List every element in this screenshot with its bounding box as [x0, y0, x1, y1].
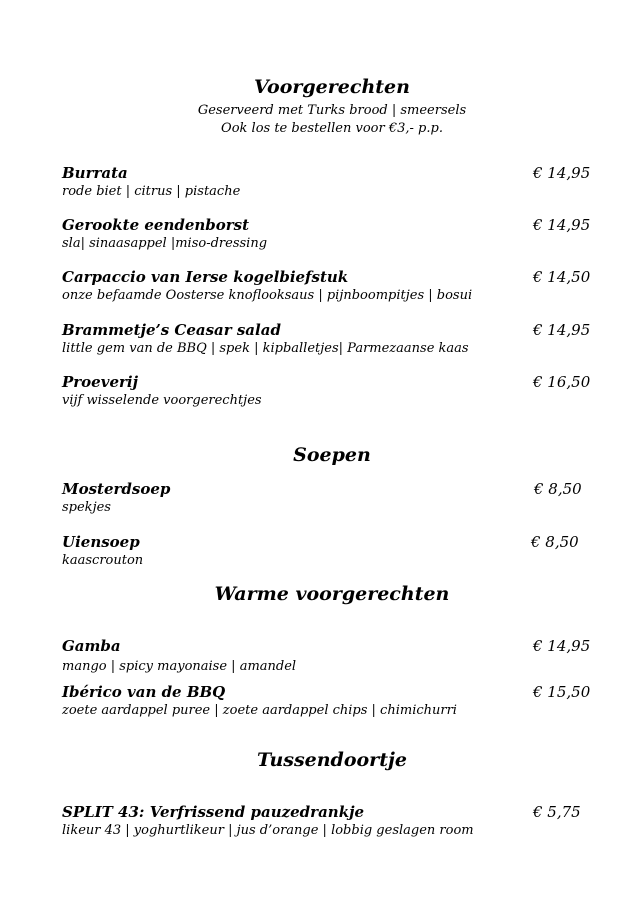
- item-description: sla| sinaasappel |miso-dressing: [62, 236, 268, 251]
- item-description: likeur 43 | yoghurtlikeur | jus d’orange | lobbig geslagen room: [62, 823, 474, 838]
- item-description: mango | spicy mayonaise | amandel: [62, 659, 297, 674]
- menu-item-iberico: [62, 683, 602, 719]
- menu-item-uiensoep: [62, 533, 602, 569]
- item-name: Uiensoep: [62, 533, 140, 551]
- item-price: € 8,50: [531, 533, 579, 551]
- menu-item-ceasar-salad: [62, 321, 602, 357]
- menu-item-carpaccio: [62, 268, 602, 304]
- section-title-voorgerechten: Voorgerechten: [254, 76, 410, 98]
- menu-item-burrata: [62, 164, 602, 200]
- item-name: Mosterdsoep: [62, 480, 171, 498]
- item-price: € 16,50: [533, 373, 591, 391]
- item-name: SPLIT 43: Verfrissend pauzedrankje: [62, 803, 365, 821]
- item-description: little gem van de BBQ | spek | kipballetjes| Parmezaanse kaas: [62, 341, 469, 356]
- item-description: rode biet | citrus | pistache: [62, 184, 241, 199]
- item-name: Burrata: [62, 164, 128, 182]
- item-description: zoete aardappel puree | zoete aardappel chips | chimichurri: [62, 703, 457, 718]
- item-description: vijf wisselende voorgerechtjes: [62, 393, 262, 408]
- item-description: kaascrouton: [62, 553, 144, 568]
- item-price: € 14,95: [533, 216, 591, 234]
- item-description: spekjes: [62, 500, 111, 515]
- item-price: € 5,75: [533, 803, 581, 821]
- item-name: Brammetje’s Ceasar salad: [62, 321, 281, 339]
- item-name: Proeverij: [62, 373, 139, 391]
- menu-item-split-43: [62, 803, 602, 839]
- menu-item-gerookte-eendenborst: [62, 216, 602, 252]
- section-subtitle: Ook los te bestellen voor €3,- p.p.: [221, 121, 443, 136]
- section-subtitle: Geserveerd met Turks brood | smeersels: [197, 103, 467, 118]
- item-name: Carpaccio van Ierse kogelbiefstuk: [62, 268, 349, 286]
- item-price: € 15,50: [533, 683, 591, 701]
- item-name: Gerookte eendenborst: [62, 216, 250, 234]
- item-description: onze befaamde Oosterse knoflooksaus | pijnboompitjes | bosui: [62, 288, 473, 303]
- section-title-warme-voorgerechten: Warme voorgerechten: [214, 583, 450, 605]
- menu-item-proeverij: [62, 373, 602, 409]
- item-price: € 8,50: [534, 480, 582, 498]
- item-name: Ibérico van de BBQ: [62, 683, 226, 701]
- section-title-soepen: Soepen: [293, 444, 371, 466]
- item-price: € 14,95: [533, 637, 591, 655]
- menu-item-gamba: [62, 637, 602, 675]
- section-title-tussendoortje: Tussendoortje: [257, 749, 407, 771]
- item-price: € 14,50: [533, 268, 591, 286]
- item-price: € 14,95: [533, 164, 591, 182]
- item-price: € 14,95: [533, 321, 591, 339]
- item-name: Gamba: [62, 637, 121, 655]
- menu-item-mosterdsoep: [62, 480, 602, 516]
